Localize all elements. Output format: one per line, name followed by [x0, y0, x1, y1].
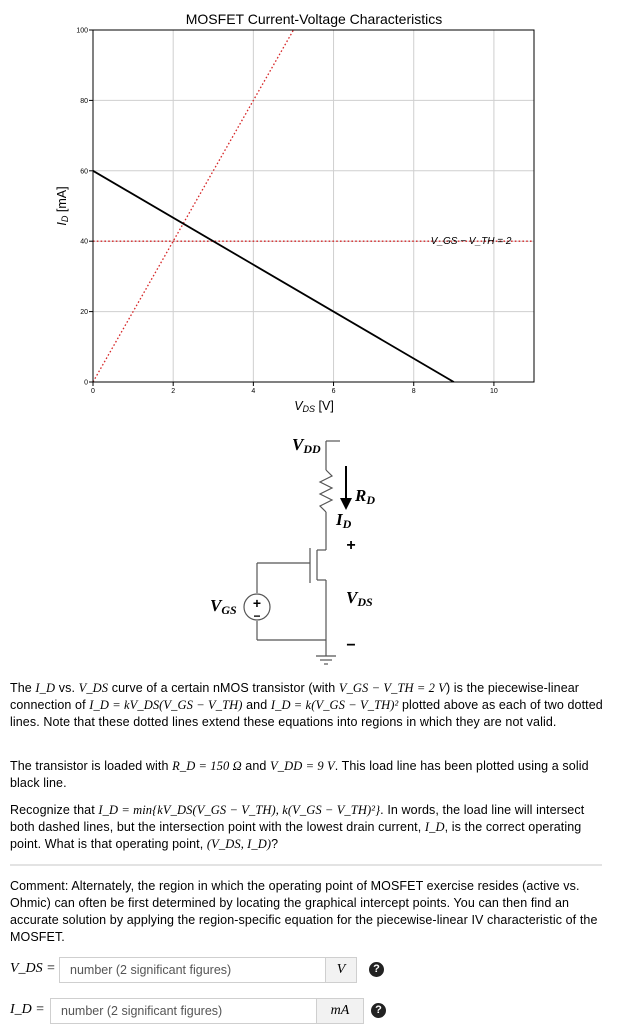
- problem-paragraph-2: The transistor is loaded with R_D = 150 Ω and V_DD = 9 V. This load line has been plotted using a solid black line.: [10, 759, 589, 790]
- chart-ticks: [76, 28, 498, 396]
- id-arrow: [340, 466, 352, 510]
- y-tick-label: 60: [80, 168, 88, 176]
- id-answer-input[interactable]: number (2 significant figures): [50, 998, 316, 1024]
- chart-grid: [93, 30, 534, 382]
- problem-paragraph-1: The I_D vs. V_DS curve of a certain nMOS transistor (with V_GS − V_TH = 2 V) is the piecewise-linear connection of I_D = kV_DS(V_GS − V_TH) and I_D = k(V_GS − V_TH)² plotted above as each of two dotted lines. Note that these dotted lines extend these equations into regions in which they are not valid.: [10, 681, 603, 729]
- chart-title: MOSFET Current-Voltage Characteristics: [185, 11, 443, 27]
- y-tick-label: 0: [84, 379, 88, 387]
- circuit-wires: [257, 441, 340, 664]
- problem-paragraph-3: Recognize that I_D = min{kV_DS(V_GS − V_TH), k(V_GS − V_TH)²}. In words, the load line will intersect both dashed lines, but the intersection point with the lowest drain current, I_D, is the correct operating point. What is that operating point, (V_DS, I_D)?: [10, 803, 585, 851]
- section-divider: [10, 864, 602, 866]
- vdd-label: VDD: [292, 435, 321, 456]
- x-tick-label: 2: [171, 388, 176, 395]
- load-line: [93, 171, 454, 382]
- iv-characteristic-chart: [0, 0, 618, 420]
- vds-unit-label: V: [325, 957, 357, 983]
- vgs-label: VGS: [210, 596, 237, 617]
- y-tick-label: 100: [76, 27, 88, 35]
- vds-help-icon[interactable]: ?: [369, 962, 384, 977]
- id-help-icon[interactable]: ?: [371, 1003, 386, 1018]
- x-axis-label: VDS [V]: [294, 399, 334, 414]
- vds-plus: +: [346, 537, 356, 554]
- id-label: ID: [336, 510, 352, 531]
- vgs-minus: −: [253, 609, 261, 623]
- plot-frame: [93, 30, 534, 382]
- comment-paragraph: Comment: Alternately, the region in which the operating point of MOSFET exercise resides (active vs. Ohmic) can often be first determined by locating the graphical intercept points. You can then find an accurate solution by applying the region-specific equation for the piecewise-linear IV characteristic of the MOSFET.: [10, 879, 598, 944]
- dotted-line-0: [93, 30, 293, 382]
- id-unit-label: mA: [316, 998, 364, 1024]
- x-tick-label: 6: [331, 388, 336, 395]
- id-answer-label: I_D =: [10, 1002, 45, 1017]
- x-tick-label: 0: [91, 388, 95, 395]
- y-tick-label: 20: [80, 309, 88, 317]
- chart-series: [93, 30, 534, 382]
- x-tick-label: 10: [490, 388, 498, 395]
- y-axis-label: ID [mA]: [55, 186, 70, 226]
- x-tick-label: 4: [251, 388, 256, 395]
- vds-answer-input[interactable]: number (2 significant figures): [59, 957, 325, 983]
- y-tick-label: 80: [80, 97, 88, 105]
- vgs-plus: +: [252, 595, 262, 611]
- vds-answer-label: V_DS =: [10, 961, 56, 976]
- chart-annotation: V_GS − V_TH = 2: [430, 236, 512, 248]
- x-tick-label: 8: [411, 388, 416, 395]
- y-tick-label: 40: [80, 238, 88, 246]
- vds-minus: −: [346, 637, 356, 654]
- rd-label: RD: [355, 486, 376, 507]
- drain-resistor: [320, 470, 332, 512]
- vds-label: VDS: [346, 588, 373, 609]
- mosfet-circuit-diagram: [200, 428, 420, 673]
